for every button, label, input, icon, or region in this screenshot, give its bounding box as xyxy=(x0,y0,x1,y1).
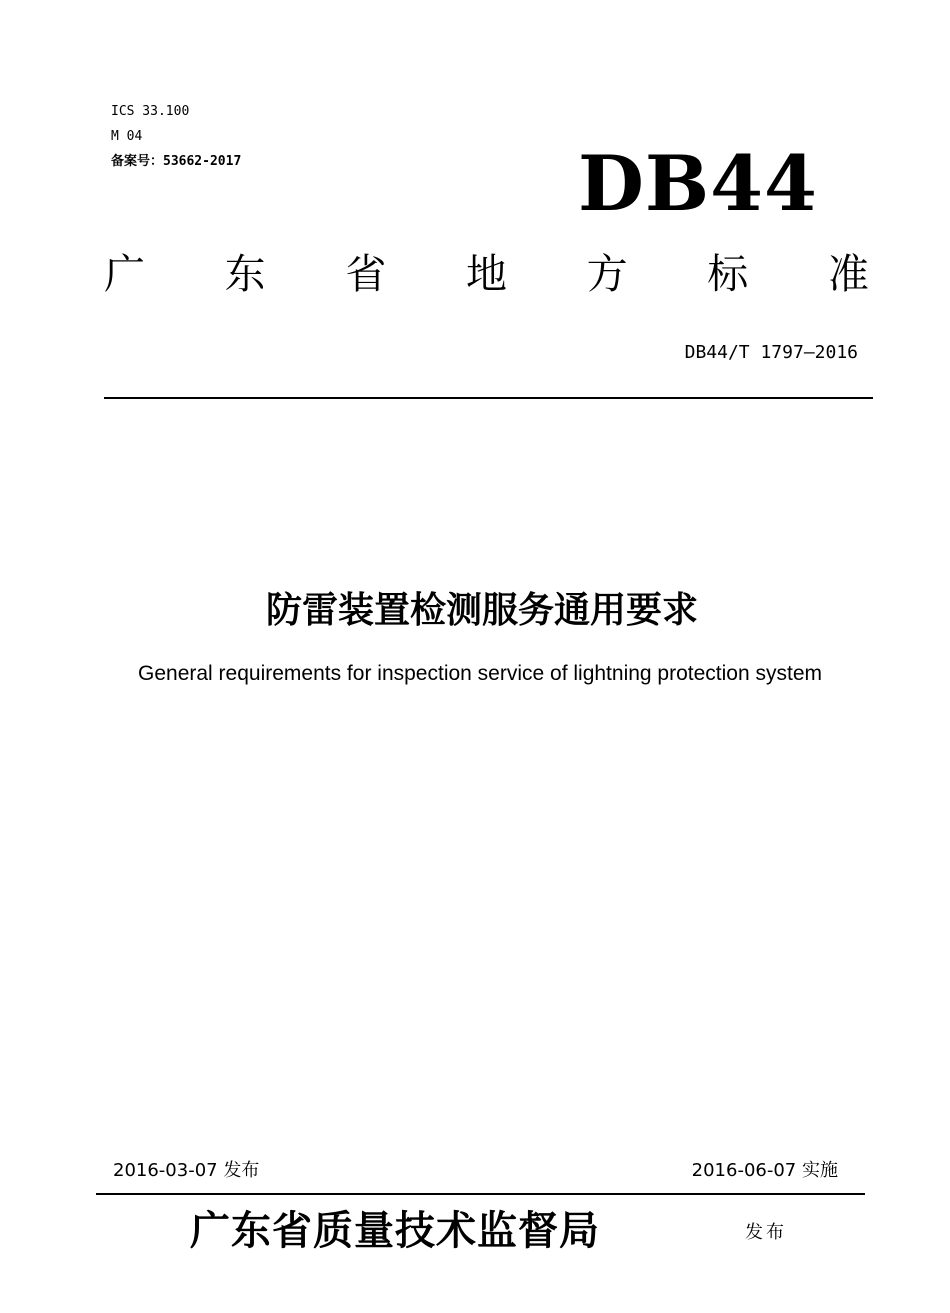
document-title-english: General requirements for inspection service of lightning protection system xyxy=(138,662,822,685)
standard-type-heading xyxy=(104,248,869,300)
effective-date: 2016-06-07 实施 xyxy=(691,1160,838,1181)
record-number: 备案号：53662-2017 xyxy=(111,154,242,169)
standard-type-char: 方 xyxy=(586,250,628,298)
standard-type-char: 标 xyxy=(707,250,749,298)
issuing-authority: 广东省质量技术监督局 xyxy=(190,1207,600,1254)
standard-type-char: 广 xyxy=(104,250,145,298)
standard-type-char: 东 xyxy=(224,250,266,298)
document-title-chinese: 防雷装置检测服务通用要求 xyxy=(265,590,698,631)
top-divider xyxy=(104,397,873,399)
standard-type-char: 省 xyxy=(345,250,387,298)
standard-type-char: 准 xyxy=(827,250,869,298)
issuer-suffix: 发布 xyxy=(745,1222,787,1243)
bottom-divider xyxy=(96,1193,865,1195)
standard-number: DB44/T 1797—2016 xyxy=(684,342,858,363)
standard-type-char: 地 xyxy=(465,250,507,298)
ics-code: ICS 33.100 xyxy=(111,104,190,119)
classification-code: M 04 xyxy=(111,129,143,144)
standard-code-logo: DB44 xyxy=(578,139,818,228)
release-date: 2016-03-07 发布 xyxy=(113,1160,260,1181)
